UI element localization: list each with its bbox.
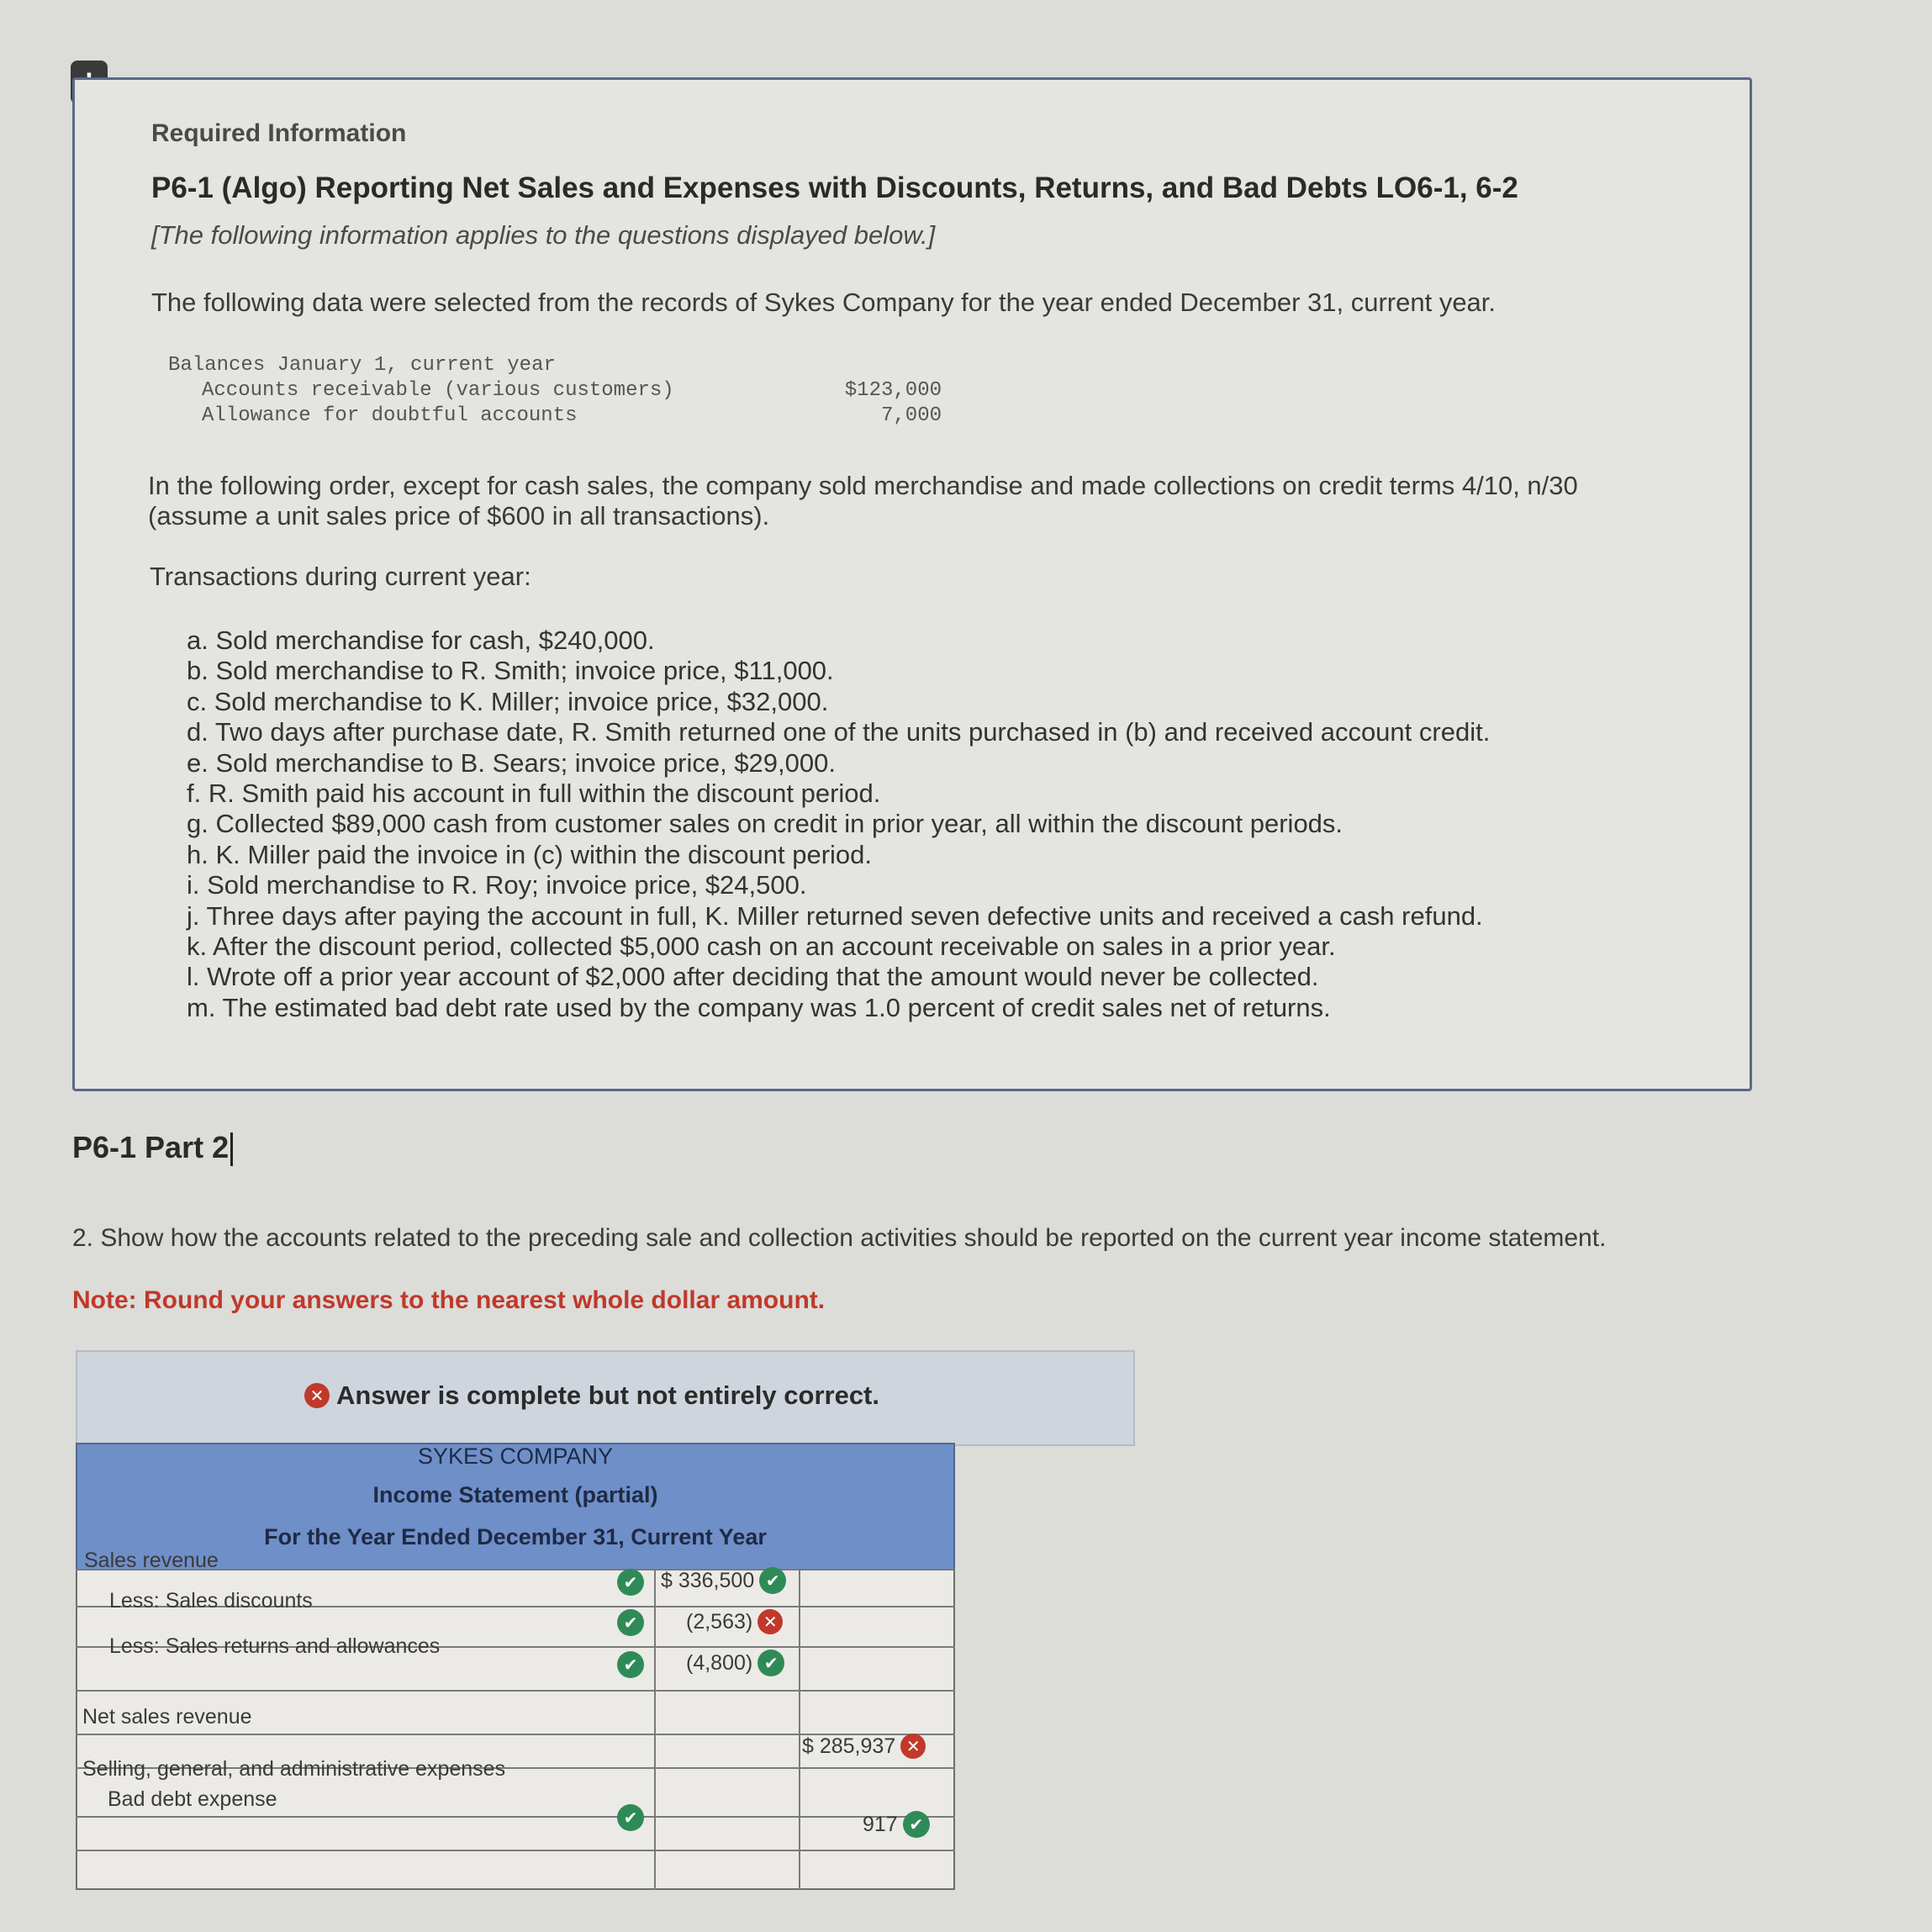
- account-check-icon: ✔: [617, 1609, 644, 1636]
- transaction-item: f. R. Smith paid his account in full within the discount period.: [187, 778, 881, 808]
- transaction-item: c. Sold merchandise to K. Miller; invoice price, $32,000.: [187, 686, 829, 716]
- amount-value[interactable]: (2,563): [686, 1609, 753, 1634]
- transaction-item: e. Sold merchandise to B. Sears; invoice price, $29,000.: [187, 747, 836, 778]
- transaction-item: a. Sold merchandise for cash, $240,000.: [187, 626, 655, 655]
- applies-note: [The following information applies to the questions displayed below.]: [151, 220, 936, 250]
- balance-label: Allowance for doubtful accounts: [202, 404, 578, 427]
- row-label-sales-discounts: Less: Sales discounts: [109, 1589, 313, 1613]
- amount-value[interactable]: $ 336,500: [661, 1568, 755, 1592]
- transaction-item: l. Wrote off a prior year account of $2,000 after deciding that the amount would never be collected.: [187, 962, 1319, 992]
- amount-sales-returns[interactable]: [686, 1650, 784, 1676]
- amount-value[interactable]: $ 285,937: [802, 1734, 896, 1758]
- transaction-item: m. The estimated bad debt rate used by the company was 1.0 percent of credit sales net of returns.: [187, 992, 1331, 1022]
- row-label-bad-debt: Bad debt expense: [108, 1787, 277, 1811]
- intro-text: The following data were selected from the records of Sykes Company for the year ended December 31, current year.: [151, 288, 1497, 317]
- transaction-item: g. Collected $89,000 cash from customer sales on credit in prior year, all within the discount periods.: [187, 809, 1343, 839]
- statement-name: Income Statement (partial): [372, 1482, 658, 1507]
- incorrect-icon: ✕: [304, 1383, 330, 1408]
- incorrect-icon: ✕: [900, 1734, 926, 1759]
- transactions-list: [187, 626, 1666, 1023]
- transactions-heading: Transactions during current year:: [150, 562, 531, 591]
- statement-period: For the Year Ended December 31, Current Year: [264, 1524, 767, 1549]
- amount-net-sales[interactable]: [802, 1734, 926, 1759]
- row-label-sales-revenue: Sales revenue: [84, 1549, 219, 1572]
- correct-icon: ✔: [759, 1567, 786, 1594]
- row-label-sales-returns: Less: Sales returns and allowances: [109, 1634, 441, 1658]
- part-heading: [72, 1130, 233, 1166]
- text-cursor: [230, 1132, 233, 1166]
- row-label-net-sales: Net sales revenue: [82, 1705, 252, 1729]
- credit-terms-text: In the following order, except for cash sales, the company sold merchandise and made collections on credit terms 4/10, n/30 (assume a unit sales price of $600 in all transactions).: [148, 471, 1578, 531]
- answer-status-text: Answer is complete but not entirely correct.: [336, 1380, 879, 1410]
- balance-value: $123,000: [844, 379, 942, 402]
- amount-sales-revenue[interactable]: [661, 1567, 786, 1594]
- transaction-item: h. K. Miller paid the invoice in (c) within the discount period.: [187, 839, 873, 869]
- balance-label: Accounts receivable (various customers): [202, 379, 674, 402]
- amount-value[interactable]: 917: [863, 1812, 898, 1836]
- transaction-item: i. Sold merchandise to R. Roy; invoice price, $24,500.: [187, 870, 807, 900]
- transaction-item: b. Sold merchandise to R. Smith; invoice price, $11,000.: [187, 656, 834, 686]
- account-check-icon: ✔: [617, 1651, 644, 1678]
- income-statement-table: [76, 1569, 955, 1890]
- required-information-heading: Required Information: [151, 119, 407, 147]
- correct-icon: ✔: [903, 1811, 930, 1838]
- account-check-icon: ✔: [617, 1804, 644, 1831]
- amount-value[interactable]: (4,800): [686, 1650, 753, 1675]
- transaction-item: j. Three days after paying the account in full, K. Miller returned seven defective units and received a cash refund.: [187, 900, 1483, 931]
- account-check-icon: ✔: [617, 1569, 644, 1596]
- correct-icon: ✔: [757, 1650, 784, 1676]
- amount-bad-debt[interactable]: [863, 1811, 930, 1838]
- part-heading-text: P6-1 Part 2: [72, 1130, 230, 1164]
- transaction-item: d. Two days after purchase date, R. Smith returned one of the units purchased in (b) and received account credit.: [187, 717, 1491, 747]
- answer-status: [304, 1380, 879, 1411]
- rounding-note: Note: Round your answers to the nearest whole dollar amount.: [72, 1286, 826, 1314]
- balances-block: [168, 353, 942, 429]
- transaction-item: k. After the discount period, collected $5,000 cash on an account receivable on sales in a prior year.: [187, 931, 1336, 961]
- statement-company: SYKES COMPANY: [417, 1444, 614, 1469]
- problem-title: P6-1 (Algo) Reporting Net Sales and Expenses with Discounts, Returns, and Bad Debts LO6-1, 6-2: [151, 172, 1518, 204]
- balances-heading: Balances January 1, current year: [168, 354, 556, 377]
- question-text: 2. Show how the accounts related to the preceding sale and collection activities should be reported on the current year income statement.: [72, 1224, 1607, 1252]
- amount-sales-discounts[interactable]: [686, 1609, 783, 1634]
- row-label-sga: Selling, general, and administrative expenses: [82, 1757, 506, 1781]
- balance-value: 7,000: [880, 404, 942, 427]
- incorrect-icon: ✕: [757, 1609, 783, 1634]
